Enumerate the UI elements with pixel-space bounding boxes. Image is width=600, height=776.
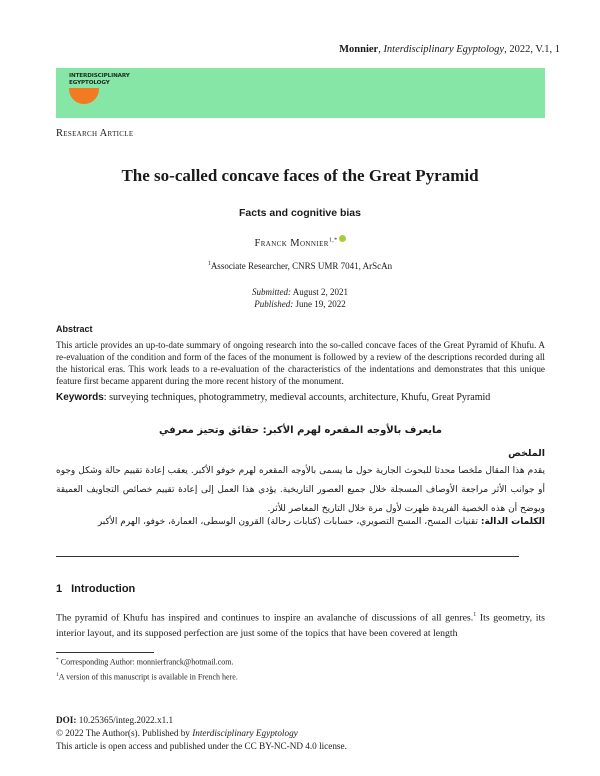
footnote-corresponding [56, 657, 233, 667]
header-year-vol: , 2022, V.1, 1 [504, 44, 560, 55]
affiliation-mark: 1 [207, 261, 211, 267]
keywords-label: Keywords [56, 392, 104, 403]
logo-line1: INTERDISCIPLINARY [69, 73, 130, 79]
author-line [0, 235, 600, 249]
arabic-abstract-text: يقدم هذا المقال ملخصا محدثا للبحوث الجارية حول ما يسمى بالأوجه المقعره لهرم خوفو الأكبر. يعقب إعادة تقييم حالة وشكل وجوه أو جوانب الأثر مراجعة الأوصاف المسجلة خلال جميع العصور التاريخية. يؤدي هذا العمل إلى إعادة تقييم خصائص التجاويف العميقة ويوضح أن هذه الخصية الفريدة ظهرت لأول مرة خلال التاريخ المعاصر للأثر. [56, 466, 545, 514]
author-marks: 1,* [328, 237, 338, 244]
journal-banner [56, 68, 545, 118]
published-date: June 19, 2022 [295, 299, 346, 309]
arabic-keywords-label: الكلمات الدالة: [480, 517, 545, 527]
logo-line2: EGYPTOLOGY [69, 80, 110, 86]
abstract-text: This article provides an up-to-date summary of ongoing research into the so-called concave faces of the Great Pyramid of Khufu. A re-evaluation of the condition and form of the faces of the monument is followed by a review of the descriptions recorded during all the historical eras. This work leads to a re-evaluation of the characteristics of the indentations and demonstrates that this unique feature first became apparent during the more recent history of the monument. [56, 340, 545, 386]
article-type: Research Article [56, 128, 134, 139]
article-title: The so-called concave faces of the Great Pyramid [121, 166, 479, 185]
running-header: Monnier, Interdisciplinary Egyptology, 2022, V.1, 1 [339, 44, 560, 55]
dates-block [0, 286, 600, 310]
journal-logo[interactable] [62, 72, 130, 114]
submitted-date: August 2, 2021 [292, 287, 349, 297]
footnote-rule [56, 652, 154, 653]
published-line [0, 298, 600, 310]
doi-label: DOI: [56, 715, 77, 725]
footnote-1-mark: 1 [56, 672, 59, 678]
doi-line [56, 714, 347, 727]
logo-sun-icon [69, 88, 99, 104]
article-subtitle: Facts and cognitive bias [239, 207, 361, 219]
keywords-text: : surveying techniques, photogrammetry, medieval accounts, architecture, Khufu, Great Pyramid [103, 392, 491, 403]
submitted-label: Submitted: [251, 287, 291, 297]
footnote-1 [56, 672, 238, 682]
orcid-icon[interactable] [339, 235, 346, 242]
footnote-corresponding-mark: * [56, 657, 59, 663]
footnote-corresponding-text[interactable]: Corresponding Author: monnierfranck@hotmail.com. [60, 657, 234, 667]
header-journal: Interdisciplinary Egyptology [383, 44, 505, 55]
intro-text-b: Its geometry, its interior layout, and its supposed perfection are just some of the topics that have been covered at length [56, 612, 545, 639]
affiliation-text: Associate Researcher, CNRS UMR 7041, ArScAn [210, 261, 393, 271]
copyright-text: © 2022 The Author(s). Published by [56, 728, 193, 738]
introduction-paragraph [56, 608, 545, 641]
submitted-line [0, 286, 600, 298]
section-heading-introduction [56, 583, 135, 595]
section-number: 1 [56, 583, 63, 595]
copyright-line [56, 727, 347, 740]
license-line[interactable]: This article is open access and published under the CC BY-NC-ND 4.0 license. [56, 741, 347, 751]
affiliation [0, 261, 600, 271]
arabic-title: مايعرف بالأوجه المقعره لهرم الأكبر: حقائق وتحيز معرفي [159, 425, 442, 436]
intro-text-a: The pyramid of Khufu has inspired and continues to inspire an avalanche of discussions of all genres. [56, 612, 474, 624]
author-name: Franck Monnier [254, 238, 329, 249]
section-divider [56, 556, 519, 557]
header-author: Monnier [339, 44, 379, 55]
abstract-heading: Abstract [56, 324, 93, 334]
keywords [56, 392, 545, 403]
published-label: Published: [254, 299, 294, 309]
copyright-journal: Interdisciplinary Egyptology [192, 728, 298, 738]
arabic-abstract-heading: الملخص [508, 448, 545, 459]
footnote-1-text[interactable]: A version of this manuscript is available in French here. [58, 672, 238, 682]
doi-value[interactable]: 10.25365/integ.2022.x1.1 [76, 715, 174, 725]
arabic-keywords [56, 517, 545, 527]
footer-block [56, 714, 347, 753]
section-title: Introduction [71, 583, 136, 595]
footnote-ref-1[interactable]: 1 [473, 612, 477, 618]
arabic-keywords-text: تقنيات المسح، المسح التصويري، حسابات (كتابات رحالة) القرون الوسطى، العمارة، خوفو، الهرم الأكبر [97, 517, 478, 527]
